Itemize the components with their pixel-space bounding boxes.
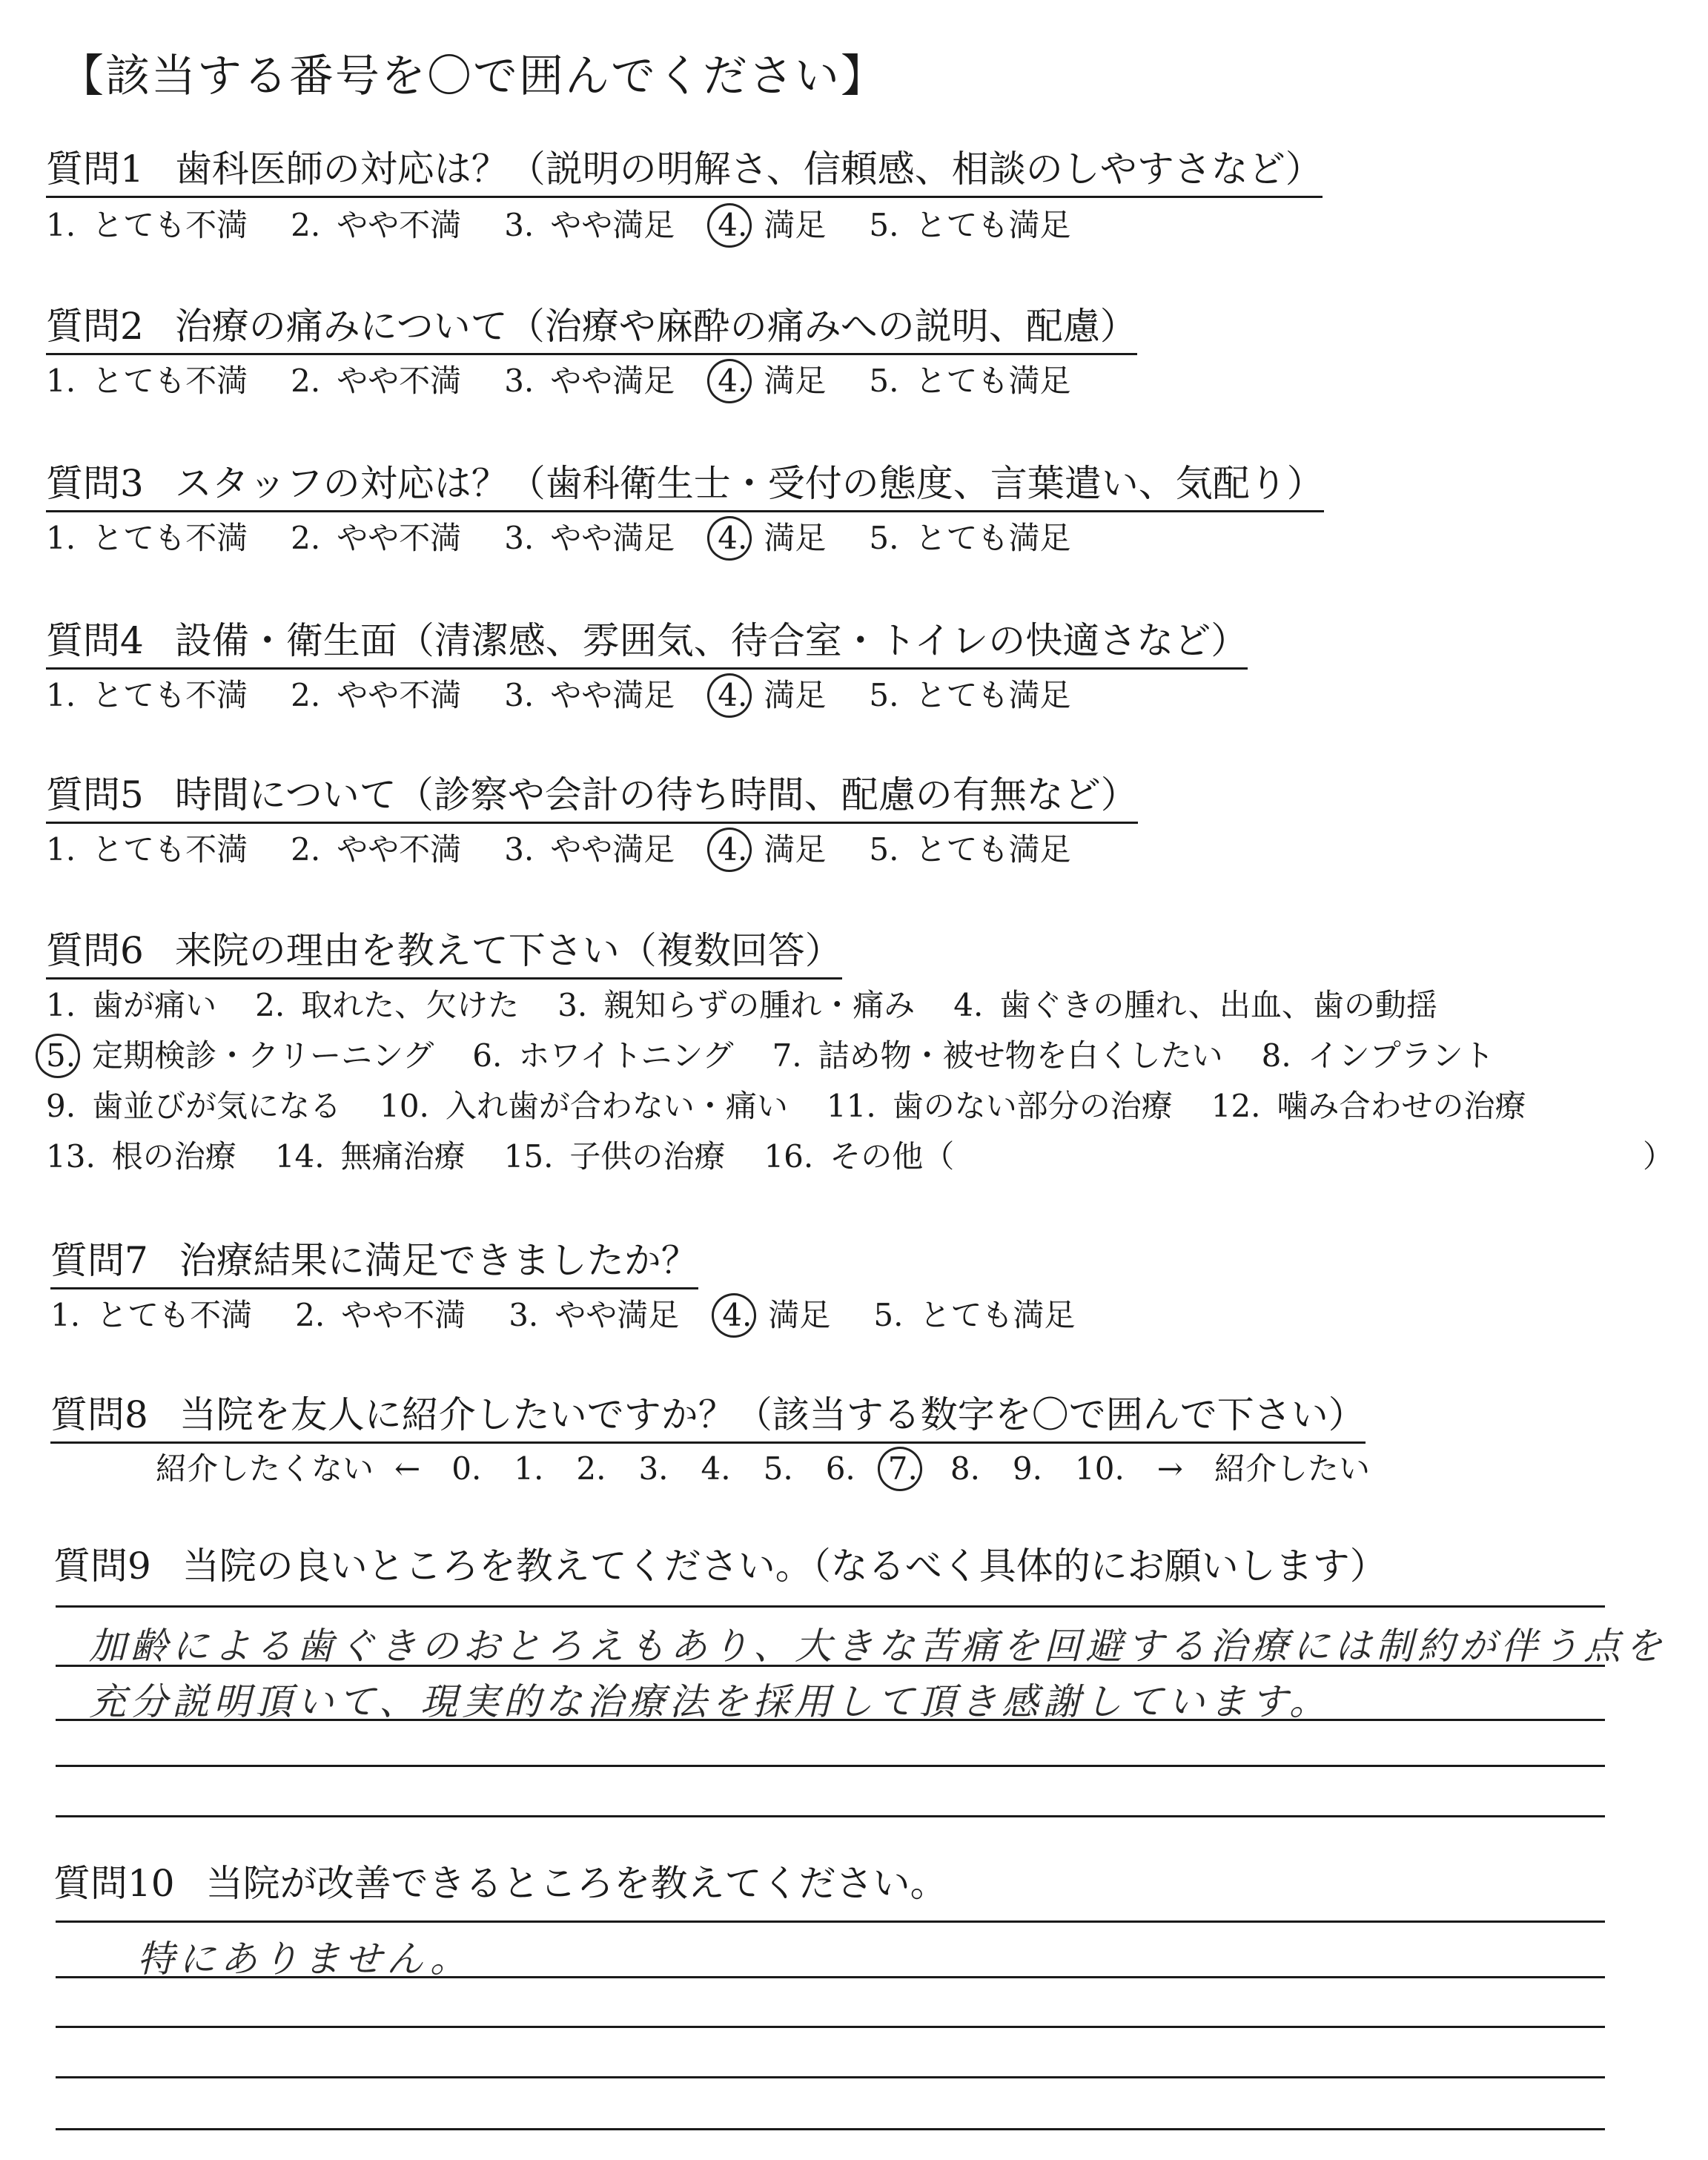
- question-6-options-row-4: [46, 1137, 1675, 1176]
- option-10[interactable]: 10. 入れ歯が合わない・痛い: [380, 1088, 788, 1124]
- question-text: 時間について（診察や会計の待ち時間、配慮の有無など）: [174, 773, 1138, 816]
- option-4-circled[interactable]: 4. 満足: [718, 520, 827, 556]
- option-14[interactable]: 14. 無痛治療: [274, 1138, 466, 1175]
- question-6-title: [46, 928, 842, 980]
- option-2[interactable]: 2. やや不満: [295, 1297, 466, 1333]
- option-1[interactable]: 1. とても不満: [46, 677, 248, 713]
- question-text: 歯科医師の対応は？（説明の明解さ、信頼感、相談のしやすさなど）: [174, 148, 1323, 191]
- scale-option[interactable]: 6.: [825, 1450, 855, 1487]
- question-text: 当院の良いところを教えてください。（なるべく具体的にお願いします）: [182, 1545, 1387, 1588]
- question-number: 質問10: [53, 1862, 175, 1905]
- answer-line: [56, 2026, 1605, 2028]
- question-number: 質問9: [53, 1545, 151, 1588]
- option-5[interactable]: 5. とても満足: [869, 831, 1071, 868]
- question-number: 質問7: [50, 1239, 148, 1282]
- option-1[interactable]: 1. とても不満: [46, 831, 248, 868]
- question-1-title: [46, 147, 1323, 198]
- scale-option[interactable]: 3.: [638, 1450, 669, 1487]
- scale-option[interactable]: 8.: [950, 1450, 980, 1487]
- right-arrow-icon: →: [1156, 1450, 1183, 1487]
- question-1-options: [46, 206, 1113, 245]
- option-2[interactable]: 2. やや不満: [291, 831, 462, 868]
- option-1[interactable]: 1. 歯が痛い: [46, 987, 217, 1023]
- option-4-circled[interactable]: 4. 満足: [718, 677, 827, 713]
- scale-option[interactable]: 9.: [1012, 1450, 1042, 1487]
- option-3[interactable]: 3. やや満足: [504, 677, 675, 713]
- question-number: 質問2: [46, 305, 144, 348]
- option-13[interactable]: 13. 根の治療: [46, 1138, 236, 1175]
- option-5[interactable]: 5. とても満足: [869, 677, 1071, 713]
- scale-option[interactable]: 0.: [451, 1450, 482, 1487]
- answer-line: [56, 1605, 1605, 1608]
- question-text: 当院を友人に紹介したいですか？（該当する数字を〇で囲んで下さい）: [179, 1393, 1366, 1436]
- question-4-options: [46, 676, 1113, 715]
- option-2[interactable]: 2. やや不満: [291, 520, 462, 556]
- question-10-title: [53, 1861, 947, 1910]
- option-5-circled[interactable]: 5. 定期検診・クリーニング: [46, 1037, 434, 1074]
- question-7-title: [50, 1238, 698, 1289]
- question-number: 質問4: [46, 619, 144, 662]
- option-15[interactable]: 15. 子供の治療: [503, 1138, 726, 1175]
- question-number: 質問3: [46, 462, 144, 505]
- option-5[interactable]: 5. とても満足: [869, 363, 1071, 399]
- option-7[interactable]: 7. 詰め物・被せ物を白くしたい: [772, 1037, 1223, 1074]
- scale-option[interactable]: 10.: [1075, 1450, 1125, 1487]
- option-3[interactable]: 3. やや満足: [504, 207, 675, 243]
- scale-option[interactable]: 2.: [576, 1450, 606, 1487]
- answer-line: [56, 1920, 1605, 1923]
- option-3[interactable]: 3. やや満足: [504, 363, 675, 399]
- option-3[interactable]: 3. やや満足: [509, 1297, 680, 1333]
- option-4-circled[interactable]: 4. 満足: [718, 831, 827, 868]
- option-3[interactable]: 3. やや満足: [504, 831, 675, 868]
- option-6[interactable]: 6. ホワイトニング: [472, 1037, 734, 1074]
- question-4-title: [46, 618, 1248, 670]
- question-5-options: [46, 830, 1113, 869]
- question-6-options-row-1: [46, 986, 1476, 1025]
- option-12[interactable]: 12. 噛み合わせの治療: [1211, 1088, 1526, 1124]
- handwritten-answer-line-2: 充分説明頂いて、現実的な治療法を採用して頂き感謝しています。: [89, 1680, 1331, 1723]
- question-6-options-row-3: [46, 1087, 1565, 1126]
- answer-line: [56, 2076, 1605, 2078]
- option-2[interactable]: 2. 取れた、欠けた: [255, 987, 520, 1023]
- left-arrow-icon: ←: [394, 1450, 421, 1487]
- option-1[interactable]: 1. とても不満: [46, 520, 248, 556]
- answer-line: [56, 1765, 1605, 1767]
- scale-option[interactable]: 1.: [514, 1450, 544, 1487]
- answer-line: [56, 1976, 1605, 1978]
- option-4-circled[interactable]: 4. 満足: [722, 1297, 831, 1333]
- question-number: 質問8: [50, 1393, 148, 1436]
- scale-left-label: 紹介したくない: [156, 1450, 374, 1487]
- scale-option[interactable]: 4.: [701, 1450, 731, 1487]
- option-5[interactable]: 5. とても満足: [869, 207, 1071, 243]
- question-9-title: [53, 1544, 1387, 1593]
- handwritten-answer-line-1: 加齢による歯ぐきのおとろえもあり、大きな苦痛を回避する治療には制約が伴う点を: [89, 1625, 1666, 1668]
- answer-line: [56, 2128, 1605, 2130]
- question-text: 治療結果に満足できましたか？: [179, 1239, 698, 1282]
- scale-option-circled[interactable]: 7.: [887, 1450, 918, 1487]
- option-3[interactable]: 3. やや満足: [504, 520, 675, 556]
- question-text: 当院が改善できるところを教えてください。: [205, 1862, 947, 1905]
- question-3-title: [46, 461, 1324, 512]
- option-2[interactable]: 2. やや不満: [291, 677, 462, 713]
- question-number: 質問5: [46, 773, 144, 816]
- option-2[interactable]: 2. やや不満: [291, 207, 462, 243]
- option-1[interactable]: 1. とても不満: [46, 207, 248, 243]
- option-5[interactable]: 5. とても満足: [873, 1297, 1076, 1333]
- question-2-options: [46, 362, 1113, 400]
- option-2[interactable]: 2. やや不満: [291, 363, 462, 399]
- option-4-circled[interactable]: 4. 満足: [718, 207, 827, 243]
- option-5[interactable]: 5. とても満足: [869, 520, 1071, 556]
- recommend-scale: [156, 1450, 1391, 1488]
- question-3-options: [46, 519, 1113, 558]
- option-8[interactable]: 8. インプラント: [1261, 1037, 1494, 1074]
- answer-line: [56, 1665, 1605, 1667]
- question-7-options: [50, 1296, 1118, 1335]
- question-text: 来院の理由を教えて下さい（複数回答）: [174, 929, 842, 972]
- question-text: 治療の痛みについて（治療や麻酔の痛みへの説明、配慮）: [174, 305, 1137, 348]
- option-16-other[interactable]: 16. その他（: [764, 1138, 955, 1175]
- handwritten-answer-line-1: 特にありません。: [137, 1938, 471, 1981]
- answer-line: [56, 1719, 1605, 1721]
- option-4[interactable]: 4. 歯ぐきの腫れ、出血、歯の動揺: [953, 987, 1437, 1023]
- instruction-header: 【該当する番号を〇で囲んでください】: [59, 50, 887, 102]
- scale-option[interactable]: 5.: [763, 1450, 793, 1487]
- option-9[interactable]: 9. 歯並びが気になる: [46, 1088, 342, 1124]
- question-text: 設備・衛生面（清潔感、雰囲気、待合室・トイレの快適さなど）: [174, 619, 1248, 662]
- option-1[interactable]: 1. とても不満: [46, 363, 248, 399]
- answer-line: [56, 1815, 1605, 1817]
- option-4-circled[interactable]: 4. 満足: [718, 363, 827, 399]
- question-text: スタッフの対応は？（歯科衛生士・受付の態度、言葉遣い、気配り）: [174, 462, 1324, 505]
- question-number: 質問1: [46, 148, 144, 191]
- option-1[interactable]: 1. とても不満: [50, 1297, 253, 1333]
- question-5-title: [46, 773, 1138, 824]
- scale-right-label: 紹介したい: [1214, 1450, 1371, 1487]
- question-number: 質問6: [46, 929, 144, 972]
- question-6-options-row-2: [46, 1037, 1533, 1075]
- option-3[interactable]: 3. 親知らずの腫れ・痛み: [557, 987, 916, 1023]
- question-8-title: [50, 1393, 1366, 1444]
- other-paren-close: ）: [1643, 1138, 1675, 1175]
- question-2-title: [46, 304, 1137, 355]
- option-11[interactable]: 11. 歯のない部分の治療: [826, 1088, 1173, 1124]
